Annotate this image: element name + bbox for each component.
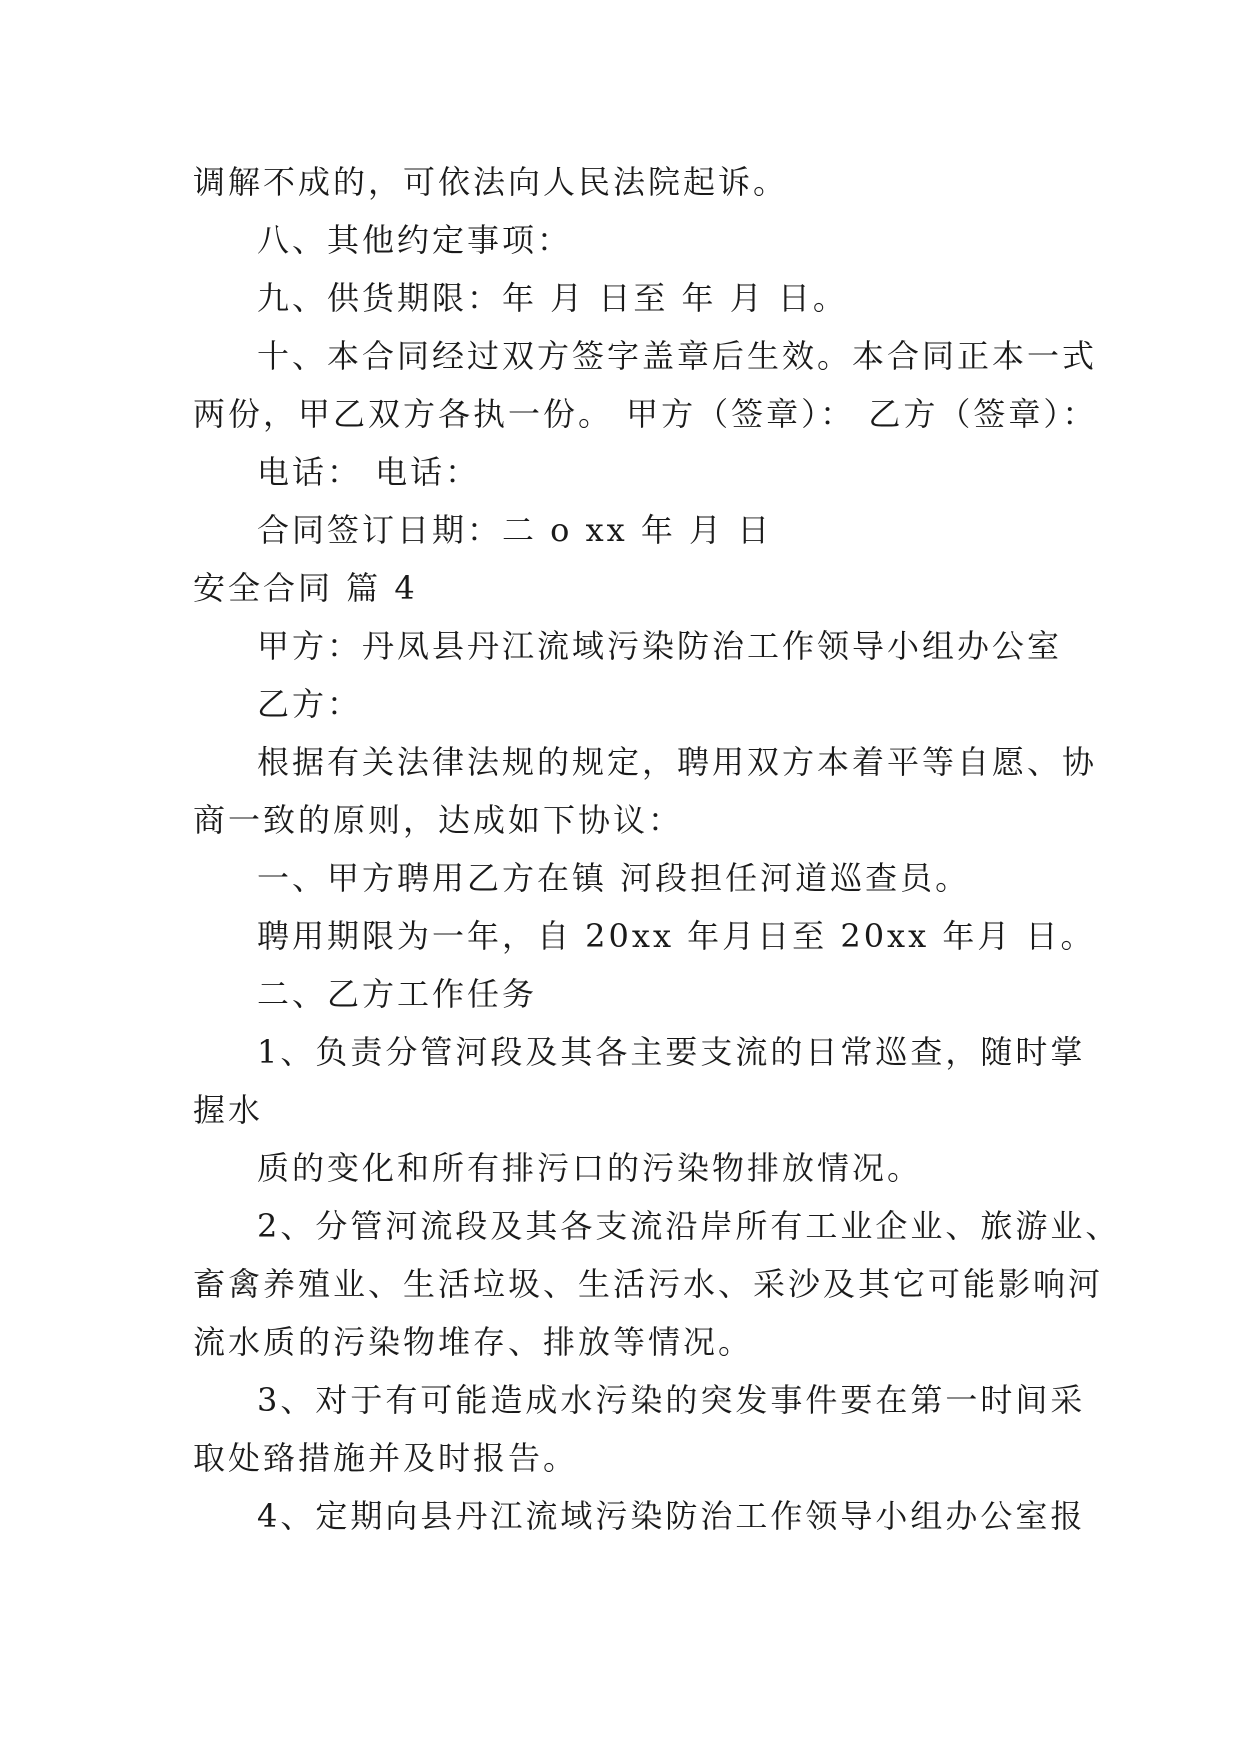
section-heading: 安全合同 篇 4: [193, 569, 418, 607]
text-line: 九、供货期限：年 月 日至 年 月 日。: [257, 279, 848, 317]
text-line: 质的变化和所有排污口的污染物排放情况。: [257, 1149, 923, 1187]
text-line: 乙方：: [257, 685, 363, 723]
text-line: 商一致的原则，达成如下协议：: [193, 801, 684, 839]
text-line: 合同签订日期：二 o xx 年 月 日: [257, 511, 773, 549]
text-line: 1、负责分管河段及其各主要支流的日常巡查，随时掌: [257, 1033, 1086, 1071]
text-line: 甲方：丹凤县丹江流域污染防治工作领导小组办公室: [257, 627, 1063, 665]
text-line: 流水质的污染物堆存、排放等情况。: [193, 1323, 754, 1361]
text-line: 4、定期向县丹江流域污染防治工作领导小组办公室报: [257, 1497, 1086, 1535]
text-line: 两份，甲乙双方各执一份。 甲方（签章）： 乙方（签章）：: [193, 395, 1098, 433]
text-line: 二、乙方工作任务: [257, 975, 538, 1013]
text-line: 十、本合同经过双方签字盖章后生效。本合同正本一式: [257, 337, 1098, 375]
text-line: 3、对于有可能造成水污染的突发事件要在第一时间采: [257, 1381, 1086, 1419]
text-line: 一、甲方聘用乙方在镇 河段担任河道巡查员。: [257, 859, 971, 897]
text-line: 八、其他约定事项：: [257, 221, 573, 259]
text-line: 调解不成的，可依法向人民法院起诉。: [193, 163, 789, 201]
text-line: 2、分管河流段及其各支流沿岸所有工业企业、旅游业、: [257, 1207, 1121, 1245]
text-line: 电话： 电话：: [257, 453, 481, 491]
text-line: 取处臵措施并及时报告。: [193, 1439, 579, 1477]
text-line: 根据有关法律法规的规定，聘用双方本着平等自愿、协: [257, 743, 1098, 781]
text-line: 握水: [193, 1091, 264, 1129]
text-line: 聘用期限为一年，自 20xx 年月日至 20xx 年月 日。: [257, 917, 1096, 955]
text-line: 畜禽养殖业、生活垃圾、生活污水、采沙及其它可能影响河: [193, 1265, 1104, 1303]
